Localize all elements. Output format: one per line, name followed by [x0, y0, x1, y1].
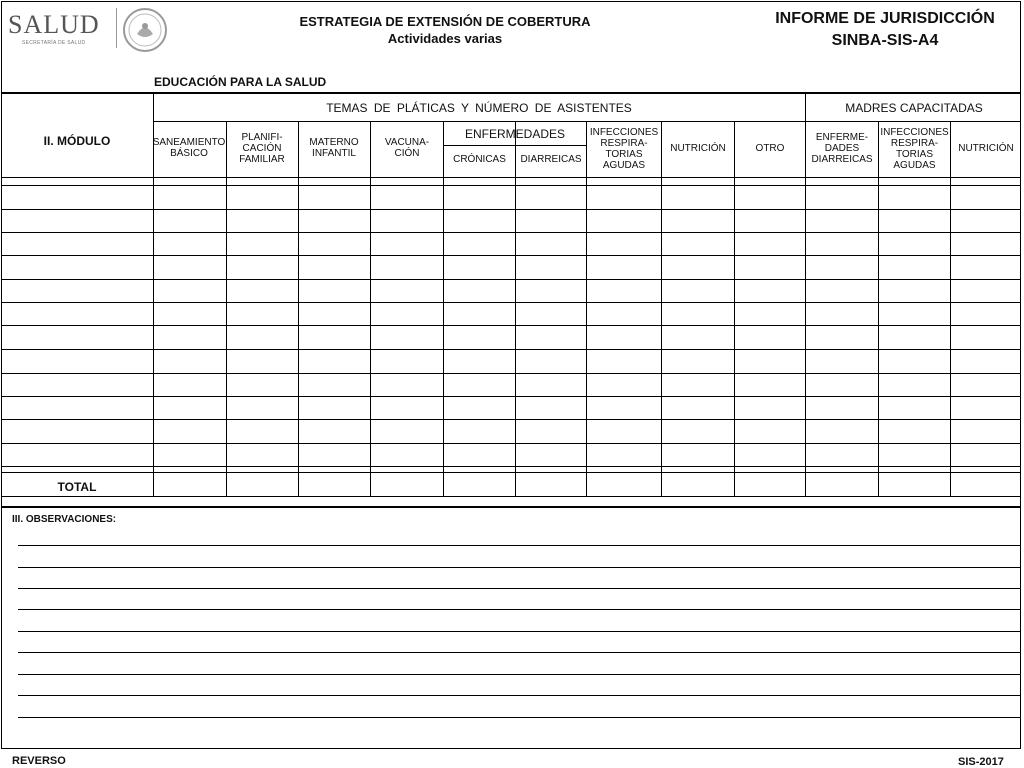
observation-line[interactable]	[18, 652, 1020, 653]
report-code: SINBA-SIS-A4	[831, 32, 939, 49]
col-nutricion: NUTRICIÓN	[670, 142, 726, 154]
form-title: ESTRATEGIA DE EXTENSIÓN DE COBERTURA	[299, 14, 591, 29]
table-row-line	[1, 325, 1021, 326]
column-border	[298, 121, 299, 496]
column-border	[950, 121, 951, 496]
table-row-line	[1, 373, 1021, 374]
observation-line[interactable]	[18, 695, 1020, 696]
column-border	[661, 121, 662, 496]
grid-hline	[153, 121, 1021, 122]
column-border	[443, 121, 444, 496]
observation-line[interactable]	[18, 631, 1020, 632]
table-row-line	[1, 349, 1021, 350]
table-row-line	[1, 279, 1021, 280]
observation-line[interactable]	[18, 717, 1020, 718]
grid-hline	[1, 496, 1021, 497]
logo-text: SALUD	[8, 10, 100, 39]
logo-divider	[116, 8, 117, 48]
form-subtitle: Actividades varias	[387, 31, 503, 46]
table-row-line	[1, 443, 1021, 444]
table-row-line	[1, 419, 1021, 420]
observation-line[interactable]	[18, 674, 1020, 675]
col-madres-infecciones: INFECCIONES RESPIRA- TORIAS AGUDAS	[880, 127, 949, 171]
column-border	[370, 121, 371, 496]
col-otro: OTRO	[755, 142, 785, 154]
subcolumn-border	[515, 145, 516, 177]
table-row-line	[1, 466, 1021, 467]
group-divider	[805, 92, 806, 121]
header-separator	[1, 92, 1021, 94]
enfermedades-header: ENFERMEDADES	[464, 126, 565, 141]
table-row-line	[1, 396, 1021, 397]
col-materno: MATERNO INFANTIL	[309, 137, 359, 159]
table-row-line	[1, 232, 1021, 233]
col-diarreicas: DIARREICAS	[520, 153, 582, 165]
observation-line[interactable]	[18, 545, 1020, 546]
table-row-line	[1, 209, 1021, 210]
col-vacunacion: VACUNA- CIÓN	[384, 137, 430, 159]
column-border	[586, 121, 587, 496]
observation-line[interactable]	[18, 609, 1020, 610]
report-title: INFORME DE JURISDICCIÓN	[775, 10, 995, 27]
column-border	[805, 121, 806, 496]
observations-separator	[1, 506, 1021, 508]
temas-header: TEMAS DE PLÁTICAS Y NÚMERO DE ASISTENTES	[326, 100, 632, 115]
observations-label: III. OBSERVACIONES:	[12, 514, 117, 525]
grid-hline	[1, 472, 1021, 473]
col-saneamiento: SANEAMIENTO BÁSICO	[152, 137, 226, 159]
national-seal-icon	[122, 7, 168, 53]
col-infecciones: INFECCIONES RESPIRA- TORIAS AGUDAS	[589, 127, 659, 171]
col-madres-enfermedades: ENFERME- DADES DIARREICAS	[811, 131, 873, 165]
table-row-line	[1, 302, 1021, 303]
col-madres-nutricion: NUTRICIÓN	[958, 142, 1014, 154]
module-column-border	[153, 92, 154, 496]
col-cronicas: CRÓNICAS	[453, 153, 506, 165]
column-border	[878, 121, 879, 496]
column-border	[226, 121, 227, 496]
madres-header: MADRES CAPACITADAS	[845, 100, 983, 115]
column-border	[734, 121, 735, 496]
footer-code: SIS-2017	[958, 756, 1004, 768]
section-title: EDUCACIÓN PARA LA SALUD	[154, 75, 327, 89]
col-planificacion: PLANIFI- CACIÓN FAMILIAR	[239, 131, 285, 165]
observation-line[interactable]	[18, 588, 1020, 589]
footer-reverso: REVERSO	[12, 755, 66, 767]
observation-line[interactable]	[18, 567, 1020, 568]
column-border	[515, 121, 516, 496]
salud-logo	[8, 10, 113, 46]
table-row-line	[1, 255, 1021, 256]
module-header: II. MÓDULO	[43, 133, 111, 148]
grid-hline	[1, 177, 1021, 178]
logo-subtext: SECRETARÍA DE SALUD	[22, 40, 86, 46]
total-label: TOTAL	[57, 479, 97, 494]
grid-hline	[1, 185, 1021, 186]
